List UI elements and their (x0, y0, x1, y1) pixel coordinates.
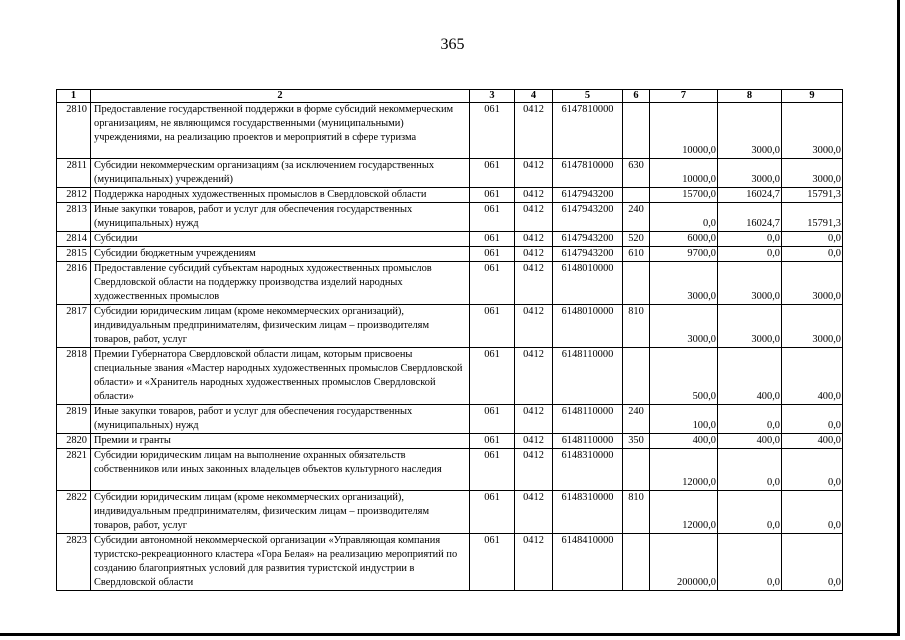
cell-amount-col8: 16024,7 (718, 188, 782, 203)
cell-amount-col7: 500,0 (650, 348, 718, 405)
cell-section-code: 0412 (515, 449, 553, 491)
cell-amount-col8: 400,0 (718, 348, 782, 405)
row-description: Поддержка народных художественных промыслов в Свердловской области (91, 188, 470, 203)
column-header-3: 3 (470, 90, 515, 103)
row-description: Субсидии (91, 232, 470, 247)
cell-ministry-code: 061 (470, 203, 515, 232)
table-row (57, 262, 843, 305)
cell-amount-col7: 6000,0 (650, 232, 718, 247)
cell-expense-type (623, 534, 650, 591)
cell-amount-col8: 400,0 (718, 434, 782, 449)
cell-section-code: 0412 (515, 491, 553, 534)
table-row (57, 434, 843, 449)
column-header-8: 8 (718, 90, 782, 103)
cell-amount-col8: 16024,7 (718, 203, 782, 232)
cell-section-code: 0412 (515, 103, 553, 159)
cell-ministry-code: 061 (470, 159, 515, 188)
row-description: Премии Губернатора Свердловской области лицам, которым присвоены специальные звания «Мастер народных художественных промыслов Свердловской области» и «Хранитель народных художественных промыслов Свердловской области» (91, 348, 470, 405)
cell-section-code: 0412 (515, 232, 553, 247)
column-header-1: 1 (57, 90, 91, 103)
page-number: 365 (440, 36, 465, 53)
cell-target-code: 6147943200 (553, 247, 623, 262)
cell-amount-col9: 3000,0 (782, 262, 843, 305)
cell-ministry-code: 061 (470, 232, 515, 247)
cell-section-code: 0412 (515, 405, 553, 434)
table-row (57, 247, 843, 262)
cell-ministry-code: 061 (470, 405, 515, 434)
cell-amount-col8: 3000,0 (718, 159, 782, 188)
column-header-4: 4 (515, 90, 553, 103)
row-description: Предоставление государственной поддержки в форме субсидий некоммерческим организациям, не являющимся государственными (муниципальными) учреждениями, на реализацию проектов и мероприятий в сфере туризма (91, 103, 470, 159)
column-header-2: 2 (91, 90, 470, 103)
cell-amount-col7: 3000,0 (650, 262, 718, 305)
column-header-6: 6 (623, 90, 650, 103)
cell-expense-type (623, 188, 650, 203)
row-id: 2810 (57, 103, 91, 159)
cell-expense-type: 240 (623, 405, 650, 434)
cell-ministry-code: 061 (470, 103, 515, 159)
cell-ministry-code: 061 (470, 434, 515, 449)
cell-amount-col9: 3000,0 (782, 103, 843, 159)
row-id: 2818 (57, 348, 91, 405)
cell-amount-col9: 3000,0 (782, 159, 843, 188)
cell-amount-col8: 0,0 (718, 247, 782, 262)
table-row (57, 534, 843, 591)
cell-expense-type: 610 (623, 247, 650, 262)
cell-amount-col7: 200000,0 (650, 534, 718, 591)
cell-amount-col9: 400,0 (782, 348, 843, 405)
cell-target-code: 6148110000 (553, 434, 623, 449)
cell-amount-col8: 0,0 (718, 534, 782, 591)
cell-amount-col9: 0,0 (782, 449, 843, 491)
row-description: Субсидии юридическим лицам (кроме некоммерческих организаций), индивидуальным предпринимателям, физическим лицам – производителям товаров, работ, услуг (91, 305, 470, 348)
cell-ministry-code: 061 (470, 534, 515, 591)
cell-amount-col8: 3000,0 (718, 305, 782, 348)
row-id: 2814 (57, 232, 91, 247)
table-row (57, 232, 843, 247)
row-description: Субсидии бюджетным учреждениям (91, 247, 470, 262)
row-description: Субсидии юридическим лицам (кроме некоммерческих организаций), индивидуальным предпринимателям, физическим лицам – производителям товаров, работ, услуг (91, 491, 470, 534)
cell-section-code: 0412 (515, 434, 553, 449)
cell-amount-col7: 12000,0 (650, 491, 718, 534)
cell-amount-col9: 15791,3 (782, 188, 843, 203)
cell-section-code: 0412 (515, 305, 553, 348)
table-row (57, 159, 843, 188)
cell-ministry-code: 061 (470, 491, 515, 534)
cell-amount-col7: 100,0 (650, 405, 718, 434)
cell-expense-type: 350 (623, 434, 650, 449)
cell-target-code: 6147810000 (553, 103, 623, 159)
cell-expense-type: 240 (623, 203, 650, 232)
budget-table (56, 89, 843, 591)
cell-section-code: 0412 (515, 159, 553, 188)
cell-amount-col9: 0,0 (782, 491, 843, 534)
cell-amount-col9: 0,0 (782, 247, 843, 262)
row-id: 2817 (57, 305, 91, 348)
cell-ministry-code: 061 (470, 449, 515, 491)
cell-amount-col7: 10000,0 (650, 159, 718, 188)
cell-target-code: 6147810000 (553, 159, 623, 188)
row-id: 2816 (57, 262, 91, 305)
cell-section-code: 0412 (515, 534, 553, 591)
cell-amount-col8: 0,0 (718, 491, 782, 534)
table-row (57, 491, 843, 534)
cell-target-code: 6148310000 (553, 491, 623, 534)
cell-target-code: 6148410000 (553, 534, 623, 591)
cell-section-code: 0412 (515, 203, 553, 232)
column-header-9: 9 (782, 90, 843, 103)
row-description: Иные закупки товаров, работ и услуг для обеспечения государственных (муниципальных) нужд (91, 203, 470, 232)
cell-amount-col9: 0,0 (782, 232, 843, 247)
cell-amount-col8: 0,0 (718, 449, 782, 491)
row-id: 2813 (57, 203, 91, 232)
row-description: Предоставление субсидий субъектам народных художественных промыслов Свердловской области на поддержку производства изделий народных художественных промыслов (91, 262, 470, 305)
table-row (57, 348, 843, 405)
row-id: 2811 (57, 159, 91, 188)
table-body (57, 103, 843, 591)
table-row (57, 188, 843, 203)
cell-expense-type: 520 (623, 232, 650, 247)
cell-ministry-code: 061 (470, 247, 515, 262)
cell-ministry-code: 061 (470, 348, 515, 405)
cell-amount-col9: 0,0 (782, 534, 843, 591)
cell-amount-col7: 15700,0 (650, 188, 718, 203)
cell-expense-type: 810 (623, 305, 650, 348)
cell-expense-type (623, 348, 650, 405)
cell-target-code: 6148110000 (553, 405, 623, 434)
column-header-7: 7 (650, 90, 718, 103)
cell-amount-col9: 0,0 (782, 405, 843, 434)
cell-ministry-code: 061 (470, 305, 515, 348)
cell-amount-col9: 400,0 (782, 434, 843, 449)
cell-amount-col9: 3000,0 (782, 305, 843, 348)
column-header-5: 5 (553, 90, 623, 103)
cell-expense-type: 630 (623, 159, 650, 188)
cell-amount-col8: 0,0 (718, 232, 782, 247)
row-id: 2819 (57, 405, 91, 434)
cell-expense-type (623, 103, 650, 159)
cell-expense-type: 810 (623, 491, 650, 534)
cell-amount-col7: 3000,0 (650, 305, 718, 348)
cell-target-code: 6148310000 (553, 449, 623, 491)
cell-target-code: 6147943200 (553, 232, 623, 247)
table-row (57, 449, 843, 491)
table-row (57, 103, 843, 159)
row-id: 2815 (57, 247, 91, 262)
row-id: 2822 (57, 491, 91, 534)
cell-ministry-code: 061 (470, 188, 515, 203)
cell-target-code: 6147943200 (553, 188, 623, 203)
row-id: 2823 (57, 534, 91, 591)
cell-section-code: 0412 (515, 188, 553, 203)
cell-expense-type (623, 449, 650, 491)
cell-target-code: 6147943200 (553, 203, 623, 232)
table-row (57, 203, 843, 232)
cell-section-code: 0412 (515, 348, 553, 405)
row-id: 2812 (57, 188, 91, 203)
cell-amount-col7: 0,0 (650, 203, 718, 232)
cell-target-code: 6148110000 (553, 348, 623, 405)
cell-amount-col7: 9700,0 (650, 247, 718, 262)
cell-amount-col7: 10000,0 (650, 103, 718, 159)
row-description: Премии и гранты (91, 434, 470, 449)
header-row (57, 90, 843, 103)
row-id: 2821 (57, 449, 91, 491)
row-description: Субсидии автономной некоммерческой организации «Управляющая компания туристско-рекреационного кластера «Гора Белая» на реализацию мероприятий по созданию благоприятных условий для развития туристской индустрии в Свердловской области (91, 534, 470, 591)
row-description: Субсидии юридическим лицам на выполнение охранных обязательств собственников или иных законных владельцев объектов культурного наследия (91, 449, 470, 491)
cell-ministry-code: 061 (470, 262, 515, 305)
cell-amount-col8: 0,0 (718, 405, 782, 434)
cell-amount-col7: 12000,0 (650, 449, 718, 491)
cell-amount-col8: 3000,0 (718, 262, 782, 305)
cell-target-code: 6148010000 (553, 305, 623, 348)
cell-expense-type (623, 262, 650, 305)
row-id: 2820 (57, 434, 91, 449)
cell-target-code: 6148010000 (553, 262, 623, 305)
table-row (57, 305, 843, 348)
cell-section-code: 0412 (515, 247, 553, 262)
cell-amount-col7: 400,0 (650, 434, 718, 449)
row-description: Субсидии некоммерческим организациям (за исключением государственных (муниципальных) учреждений) (91, 159, 470, 188)
cell-amount-col9: 15791,3 (782, 203, 843, 232)
cell-section-code: 0412 (515, 262, 553, 305)
cell-amount-col8: 3000,0 (718, 103, 782, 159)
row-description: Иные закупки товаров, работ и услуг для обеспечения государственных (муниципальных) нужд (91, 405, 470, 434)
table-row (57, 405, 843, 434)
